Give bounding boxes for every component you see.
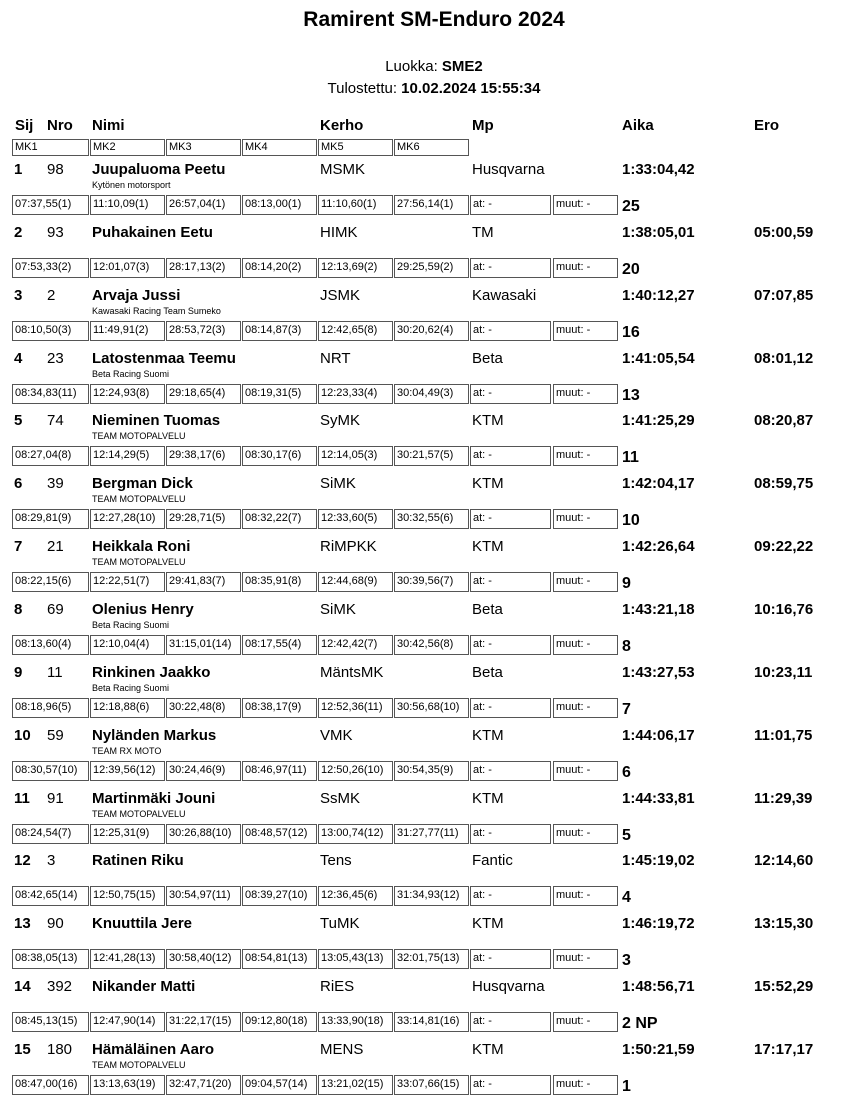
muut-field: muut: - <box>553 1012 618 1032</box>
muut-field: muut: - <box>553 698 618 718</box>
club: Tens <box>320 852 352 870</box>
rider-name: Bergman Dick <box>92 475 193 493</box>
club: RiMPKK <box>320 538 377 556</box>
total-time: 1:45:19,02 <box>622 852 695 870</box>
club: NRT <box>320 349 351 367</box>
rider-name: Ratinen Riku <box>92 852 184 870</box>
stage-time-mk4: 08:14,87(3) <box>242 321 317 341</box>
championship-points: 10 <box>622 512 640 530</box>
team-name: TEAM MOTOPALVELU <box>92 1059 186 1070</box>
start-number: 59 <box>47 726 64 744</box>
header-sij: Sij <box>15 117 34 134</box>
total-time: 1:41:25,29 <box>622 412 695 430</box>
team-name: TEAM RX MOTO <box>92 745 162 756</box>
stage-time-mk4: 08:35,91(8) <box>242 572 317 592</box>
championship-points: 11 <box>622 449 639 467</box>
position: 3 <box>14 286 23 304</box>
stage-time-mk4: 08:32,22(7) <box>242 509 317 529</box>
bike-brand: KTM <box>472 915 504 933</box>
bike-brand: KTM <box>472 1040 504 1058</box>
stage-time-mk1: 08:38,05(13) <box>12 949 89 969</box>
stage-time-mk6: 30:39,56(7) <box>394 572 469 592</box>
start-number: 180 <box>47 1040 73 1058</box>
start-number: 93 <box>47 223 64 241</box>
rider-name: Martinmäki Jouni <box>92 789 216 807</box>
result-row <box>0 725 843 788</box>
stage-time-mk3: 28:53,72(3) <box>166 321 241 341</box>
muut-field: muut: - <box>553 572 618 592</box>
stage-time-mk3: 30:24,46(9) <box>166 761 241 781</box>
club: MäntsMK <box>320 663 384 681</box>
team-name: Beta Racing Suomi <box>92 368 170 379</box>
club: SiMK <box>320 600 356 618</box>
bike-brand: Husqvarna <box>472 978 545 996</box>
stage-time-mk1: 07:53,33(2) <box>12 258 89 278</box>
at-field: at: - <box>470 195 551 215</box>
stage-time-mk3: 29:18,65(4) <box>166 384 241 404</box>
stage-time-mk2: 12:47,90(14) <box>90 1012 165 1032</box>
bike-brand: Fantic <box>472 852 513 870</box>
club: MSMK <box>320 161 365 178</box>
rider-name: Nieminen Tuomas <box>92 412 221 430</box>
result-row <box>0 348 843 411</box>
header-mk1: MK1 <box>12 139 89 156</box>
position: 10 <box>14 726 31 744</box>
bike-brand: KTM <box>472 475 504 493</box>
bike-brand: Beta <box>472 349 503 367</box>
muut-field: muut: - <box>553 761 618 781</box>
stage-time-mk6: 30:20,62(4) <box>394 321 469 341</box>
printed-label: Tulostettu: <box>327 80 397 97</box>
start-number: 69 <box>47 600 64 618</box>
position: 5 <box>14 412 23 430</box>
total-time: 1:40:12,27 <box>622 286 695 304</box>
at-field: at: - <box>470 509 551 529</box>
time-difference: 10:23,11 <box>754 663 813 681</box>
page-title: Ramirent SM-Enduro 2024 <box>303 8 565 31</box>
stage-time-mk2: 11:10,09(1) <box>90 195 165 215</box>
header-mp: Mp <box>472 117 494 134</box>
at-field: at: - <box>470 321 551 341</box>
header-mk3: MK3 <box>166 139 241 156</box>
at-field: at: - <box>470 446 551 466</box>
bike-brand: Kawasaki <box>472 286 537 304</box>
club: HIMK <box>320 223 358 241</box>
time-difference: 12:14,60 <box>754 852 814 870</box>
stage-time-mk4: 08:48,57(12) <box>242 824 317 844</box>
time-difference: 11:29,39 <box>754 789 813 807</box>
start-number: 11 <box>47 663 63 681</box>
time-difference: 13:15,30 <box>754 915 814 933</box>
position: 15 <box>14 1040 31 1058</box>
muut-field: muut: - <box>553 258 618 278</box>
result-row <box>0 410 843 473</box>
header-mk4: MK4 <box>242 139 317 156</box>
result-row <box>0 473 843 536</box>
stage-time-mk6: 33:14,81(16) <box>394 1012 469 1032</box>
championship-points: 3 <box>622 952 631 970</box>
stage-time-mk4: 08:19,31(5) <box>242 384 317 404</box>
team-name: TEAM MOTOPALVELU <box>92 431 186 442</box>
start-number: 90 <box>47 915 64 933</box>
total-time: 1:42:04,17 <box>622 475 695 493</box>
stage-time-mk3: 30:58,40(12) <box>166 949 241 969</box>
stage-time-mk6: 29:25,59(2) <box>394 258 469 278</box>
at-field: at: - <box>470 384 551 404</box>
club: SiMK <box>320 475 356 493</box>
stage-time-mk5: 13:33,90(18) <box>318 1012 393 1032</box>
result-row <box>0 913 843 976</box>
stage-time-mk2: 12:50,75(15) <box>90 886 165 906</box>
stage-time-mk3: 31:15,01(14) <box>166 635 241 655</box>
result-row <box>0 536 843 599</box>
stage-time-mk2: 12:10,04(4) <box>90 635 165 655</box>
stage-time-mk5: 13:00,74(12) <box>318 824 393 844</box>
stage-time-mk1: 08:27,04(8) <box>12 446 89 466</box>
team-name: TEAM MOTOPALVELU <box>92 557 186 568</box>
club: VMK <box>320 726 353 744</box>
position: 2 <box>14 223 23 241</box>
result-row <box>0 222 843 285</box>
stage-time-mk2: 11:49,91(2) <box>90 321 165 341</box>
bike-brand: KTM <box>472 412 504 430</box>
stage-time-mk1: 08:47,00(16) <box>12 1075 89 1095</box>
rider-name: Nyländen Markus <box>92 726 217 744</box>
muut-field: muut: - <box>553 321 618 341</box>
stage-time-mk6: 30:04,49(3) <box>394 384 469 404</box>
club: MENS <box>320 1040 364 1058</box>
rider-name: Hämäläinen Aaro <box>92 1040 214 1058</box>
stage-time-mk1: 08:24,54(7) <box>12 824 89 844</box>
stage-time-mk5: 12:13,69(2) <box>318 258 393 278</box>
at-field: at: - <box>470 824 551 844</box>
stage-time-mk5: 12:50,26(10) <box>318 761 393 781</box>
stage-time-mk3: 30:54,97(11) <box>166 886 241 906</box>
total-time: 1:48:56,71 <box>622 978 695 996</box>
stage-time-mk2: 12:22,51(7) <box>90 572 165 592</box>
stage-time-mk4: 08:46,97(11) <box>242 761 317 781</box>
total-time: 1:38:05,01 <box>622 223 695 241</box>
total-time: 1:43:27,53 <box>622 663 695 681</box>
team-name: Kytönen motorsport <box>92 180 171 190</box>
start-number: 91 <box>47 789 64 807</box>
stage-time-mk5: 12:52,36(11) <box>318 698 393 718</box>
stage-time-mk5: 12:33,60(5) <box>318 509 393 529</box>
header-mk6: MK6 <box>394 139 469 156</box>
stage-time-mk6: 31:27,77(11) <box>394 824 469 844</box>
at-field: at: - <box>470 258 551 278</box>
at-field: at: - <box>470 635 551 655</box>
start-number: 98 <box>47 161 64 178</box>
rider-name: Latostenmaa Teemu <box>92 349 236 367</box>
rider-name: Heikkala Roni <box>92 538 191 556</box>
at-field: at: - <box>470 886 551 906</box>
total-time: 1:50:21,59 <box>622 1040 695 1058</box>
at-field: at: - <box>470 572 551 592</box>
start-number: 2 <box>47 286 56 304</box>
printed-value: 10.02.2024 15:55:34 <box>401 80 541 97</box>
stage-time-mk6: 27:56,14(1) <box>394 195 469 215</box>
championship-points: 2 NP <box>622 1015 658 1033</box>
bike-brand: KTM <box>472 726 504 744</box>
total-time: 1:43:21,18 <box>622 600 695 618</box>
stage-time-mk1: 08:10,50(3) <box>12 321 89 341</box>
header-ero: Ero <box>754 117 780 134</box>
championship-points: 1 <box>622 1077 631 1095</box>
stage-time-mk6: 30:56,68(10) <box>394 698 469 718</box>
championship-points: 20 <box>622 260 640 278</box>
stage-time-mk2: 12:27,28(10) <box>90 509 165 529</box>
stage-time-mk2: 13:13,63(19) <box>90 1075 165 1095</box>
total-time: 1:46:19,72 <box>622 915 695 933</box>
total-time: 1:42:26,64 <box>622 538 695 556</box>
position: 9 <box>14 663 23 681</box>
stage-time-mk1: 08:22,15(6) <box>12 572 89 592</box>
result-row <box>0 662 843 725</box>
bike-brand: Beta <box>472 663 503 681</box>
stage-time-mk3: 28:17,13(2) <box>166 258 241 278</box>
header-nimi: Nimi <box>92 117 125 134</box>
start-number: 74 <box>47 412 64 430</box>
muut-field: muut: - <box>553 384 618 404</box>
stage-time-mk4: 08:30,17(6) <box>242 446 317 466</box>
stage-time-mk2: 12:25,31(9) <box>90 824 165 844</box>
header-mk5: MK5 <box>318 139 393 156</box>
at-field: at: - <box>470 1075 551 1095</box>
header-aika: Aika <box>622 117 654 134</box>
stage-time-mk3: 30:22,48(8) <box>166 698 241 718</box>
bike-brand: KTM <box>472 538 504 556</box>
header-mk2: MK2 <box>90 139 165 156</box>
muut-field: muut: - <box>553 195 618 215</box>
bike-brand: KTM <box>472 789 504 807</box>
time-difference: 10:16,76 <box>754 600 814 618</box>
stage-time-mk6: 33:07,66(15) <box>394 1075 469 1095</box>
stage-time-mk2: 12:39,56(12) <box>90 761 165 781</box>
rider-name: Nikander Matti <box>92 978 196 996</box>
result-row <box>0 976 843 1039</box>
stage-time-mk4: 08:38,17(9) <box>242 698 317 718</box>
position: 12 <box>14 852 31 870</box>
header-nro: Nro <box>47 117 73 134</box>
stage-time-mk5: 12:14,05(3) <box>318 446 393 466</box>
start-number: 392 <box>47 978 73 996</box>
championship-points: 5 <box>622 826 631 844</box>
stage-time-mk5: 12:42,65(8) <box>318 321 393 341</box>
stage-time-mk2: 12:24,93(8) <box>90 384 165 404</box>
stage-time-mk3: 32:47,71(20) <box>166 1075 241 1095</box>
rider-name: Juupaluoma Peetu <box>92 161 226 178</box>
stage-time-mk5: 11:10,60(1) <box>318 195 393 215</box>
stage-time-mk5: 13:21,02(15) <box>318 1075 393 1095</box>
stage-time-mk2: 12:14,29(5) <box>90 446 165 466</box>
class-value: SME2 <box>441 58 483 75</box>
team-name: TEAM MOTOPALVELU <box>92 808 186 819</box>
stage-time-mk5: 12:42,42(7) <box>318 635 393 655</box>
at-field: at: - <box>470 949 551 969</box>
start-number: 21 <box>47 538 64 556</box>
time-difference: 17:17,17 <box>754 1040 814 1058</box>
stage-time-mk4: 08:13,00(1) <box>242 195 317 215</box>
club: RiES <box>320 978 355 996</box>
stage-time-mk1: 08:29,81(9) <box>12 509 89 529</box>
result-row <box>0 599 843 662</box>
stage-time-mk4: 08:17,55(4) <box>242 635 317 655</box>
stage-time-mk3: 31:22,17(15) <box>166 1012 241 1032</box>
rider-name: Arvaja Jussi <box>92 286 181 304</box>
stage-time-mk4: 08:54,81(13) <box>242 949 317 969</box>
start-number: 3 <box>47 852 56 870</box>
position: 6 <box>14 475 23 493</box>
position: 11 <box>14 789 30 807</box>
total-time: 1:44:06,17 <box>622 726 695 744</box>
position: 7 <box>14 538 23 556</box>
time-difference: 15:52,29 <box>754 978 814 996</box>
stage-time-mk2: 12:41,28(13) <box>90 949 165 969</box>
championship-points: 16 <box>622 323 640 341</box>
stage-time-mk4: 08:14,20(2) <box>242 258 317 278</box>
stage-time-mk6: 30:32,55(6) <box>394 509 469 529</box>
result-row <box>0 788 843 851</box>
time-difference: 11:01,75 <box>754 726 813 744</box>
result-row <box>0 850 843 913</box>
stage-time-mk5: 12:44,68(9) <box>318 572 393 592</box>
club: SyMK <box>320 412 361 430</box>
stage-time-mk3: 30:26,88(10) <box>166 824 241 844</box>
position: 1 <box>14 161 23 178</box>
stage-time-mk4: 08:39,27(10) <box>242 886 317 906</box>
header-kerho: Kerho <box>320 117 364 134</box>
championship-points: 25 <box>622 198 640 215</box>
muut-field: muut: - <box>553 509 618 529</box>
muut-field: muut: - <box>553 886 618 906</box>
team-name: Beta Racing Suomi <box>92 682 170 693</box>
club: JSMK <box>320 286 361 304</box>
team-name: Beta Racing Suomi <box>92 619 170 630</box>
stage-time-mk6: 30:21,57(5) <box>394 446 469 466</box>
stage-time-mk6: 32:01,75(13) <box>394 949 469 969</box>
result-row <box>0 285 843 348</box>
at-field: at: - <box>470 1012 551 1032</box>
stage-time-mk4: 09:04,57(14) <box>242 1075 317 1095</box>
total-time: 1:41:05,54 <box>622 349 695 367</box>
stage-time-mk1: 08:18,96(5) <box>12 698 89 718</box>
championship-points: 13 <box>622 386 640 404</box>
time-difference: 08:20,87 <box>754 412 814 430</box>
time-difference: 05:00,59 <box>754 223 814 241</box>
position: 8 <box>14 600 23 618</box>
muut-field: muut: - <box>553 1075 618 1095</box>
start-number: 23 <box>47 349 64 367</box>
championship-points: 9 <box>622 575 631 593</box>
rider-name: Olenius Henry <box>92 600 194 618</box>
stage-time-mk3: 26:57,04(1) <box>166 195 241 215</box>
class-label: Luokka: <box>385 58 438 75</box>
stage-time-mk1: 07:37,55(1) <box>12 195 89 215</box>
total-time: 1:44:33,81 <box>622 789 695 807</box>
championship-points: 6 <box>622 763 631 781</box>
stage-time-mk3: 29:41,83(7) <box>166 572 241 592</box>
total-time: 1:33:04,42 <box>622 161 695 178</box>
stage-time-mk6: 30:54,35(9) <box>394 761 469 781</box>
stage-time-mk5: 13:05,43(13) <box>318 949 393 969</box>
bike-brand: Beta <box>472 600 503 618</box>
championship-points: 7 <box>622 700 631 718</box>
bike-brand: TM <box>472 223 494 241</box>
result-row <box>0 159 843 222</box>
printed-line <box>0 80 843 97</box>
position: 14 <box>14 978 31 996</box>
team-name: Kawasaki Racing Team Sumeko <box>92 305 221 316</box>
time-difference: 09:22,22 <box>754 538 814 556</box>
stage-time-mk1: 08:34,83(11) <box>12 384 89 404</box>
time-difference: 08:59,75 <box>754 475 814 493</box>
rider-name: Puhakainen Eetu <box>92 223 213 241</box>
stage-time-mk2: 12:01,07(3) <box>90 258 165 278</box>
muut-field: muut: - <box>553 824 618 844</box>
stage-time-mk5: 12:36,45(6) <box>318 886 393 906</box>
result-row <box>0 1039 843 1102</box>
stage-time-mk2: 12:18,88(6) <box>90 698 165 718</box>
stage-time-mk3: 29:38,17(6) <box>166 446 241 466</box>
championship-points: 8 <box>622 637 631 655</box>
stage-time-mk3: 29:28,71(5) <box>166 509 241 529</box>
time-difference: 07:07,85 <box>754 286 814 304</box>
stage-time-mk6: 31:34,93(12) <box>394 886 469 906</box>
stage-time-mk1: 08:13,60(4) <box>12 635 89 655</box>
club: TuMK <box>320 915 360 933</box>
muut-field: muut: - <box>553 635 618 655</box>
position: 4 <box>14 349 23 367</box>
rider-name: Rinkinen Jaakko <box>92 663 211 681</box>
team-name: TEAM MOTOPALVELU <box>92 494 186 505</box>
rider-name: Knuuttila Jere <box>92 915 193 933</box>
stage-time-mk6: 30:42,56(8) <box>394 635 469 655</box>
position: 13 <box>14 915 31 933</box>
stage-time-mk1: 08:42,65(14) <box>12 886 89 906</box>
championship-points: 4 <box>622 889 631 907</box>
at-field: at: - <box>470 761 551 781</box>
bike-brand: Husqvarna <box>472 161 545 178</box>
stage-time-mk1: 08:30,57(10) <box>12 761 89 781</box>
class-line <box>0 58 843 75</box>
club: SsMK <box>320 789 361 807</box>
muut-field: muut: - <box>553 446 618 466</box>
stage-time-mk1: 08:45,13(15) <box>12 1012 89 1032</box>
start-number: 39 <box>47 475 64 493</box>
muut-field: muut: - <box>553 949 618 969</box>
stage-time-mk5: 12:23,33(4) <box>318 384 393 404</box>
stage-time-mk4: 09:12,80(18) <box>242 1012 317 1032</box>
at-field: at: - <box>470 698 551 718</box>
time-difference: 08:01,12 <box>754 349 814 367</box>
